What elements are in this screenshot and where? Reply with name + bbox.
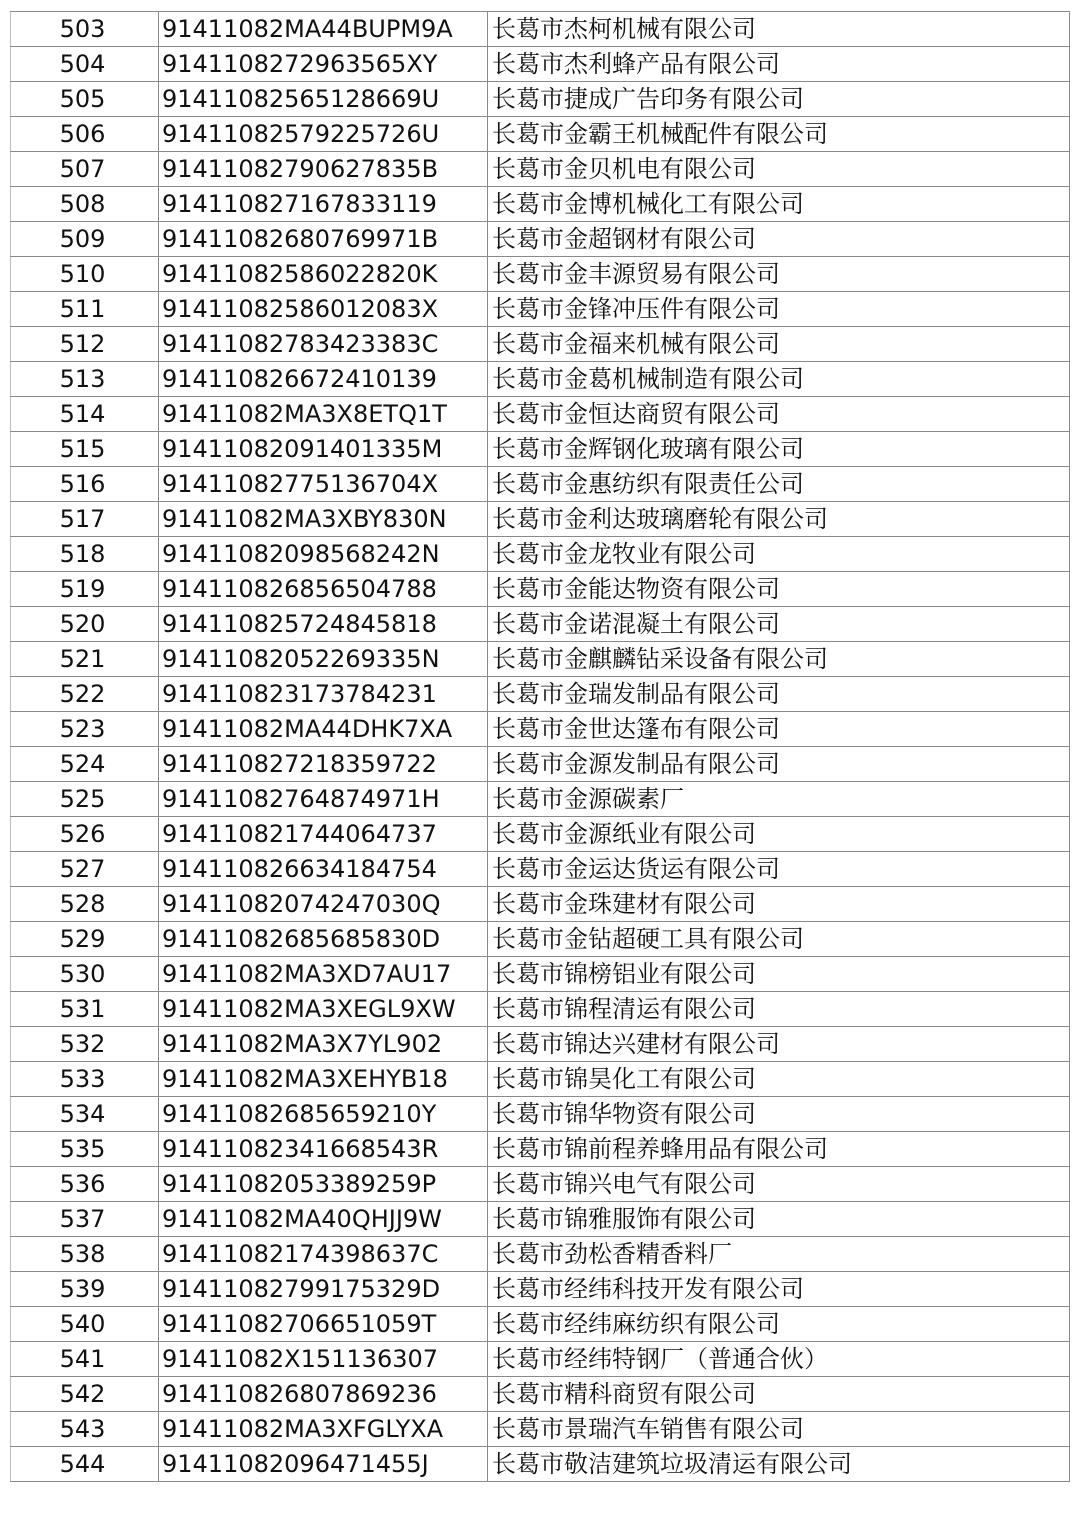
- credit-code-cell: 91411082341668543R: [159, 1132, 488, 1167]
- row-number-cell: 517: [11, 502, 159, 537]
- credit-code-cell: 91411082685659210Y: [159, 1097, 488, 1132]
- credit-code-cell: 914110825724845818: [159, 607, 488, 642]
- company-name-cell: 长葛市金福来机械有限公司: [488, 327, 1070, 362]
- credit-code-cell: 91411082096471455J: [159, 1447, 488, 1482]
- table-row: [11, 1202, 1070, 1237]
- credit-code-cell: 914110826672410139: [159, 362, 488, 397]
- row-number-cell: 530: [11, 957, 159, 992]
- company-name-cell: 长葛市金能达物资有限公司: [488, 572, 1070, 607]
- row-number-cell: 522: [11, 677, 159, 712]
- company-name-cell: 长葛市锦雅服饰有限公司: [488, 1202, 1070, 1237]
- credit-code-cell: 91411082098568242N: [159, 537, 488, 572]
- table-row: [11, 887, 1070, 922]
- company-name-cell: 长葛市精科商贸有限公司: [488, 1377, 1070, 1412]
- credit-code-cell: 91411082MA3XEHYB18: [159, 1062, 488, 1097]
- row-number-cell: 503: [11, 12, 159, 47]
- credit-code-cell: 91411082775136704X: [159, 467, 488, 502]
- row-number-cell: 511: [11, 292, 159, 327]
- table-row: [11, 782, 1070, 817]
- company-name-cell: 长葛市金利达玻璃磨轮有限公司: [488, 502, 1070, 537]
- credit-code-cell: 914110826807869236: [159, 1377, 488, 1412]
- table-row: [11, 47, 1070, 82]
- row-number-cell: 532: [11, 1027, 159, 1062]
- credit-code-cell: 91411082706651059T: [159, 1307, 488, 1342]
- company-name-cell: 长葛市金葛机械制造有限公司: [488, 362, 1070, 397]
- row-number-cell: 508: [11, 187, 159, 222]
- table-row: [11, 432, 1070, 467]
- credit-code-cell: 91411082764874971H: [159, 782, 488, 817]
- table-row: [11, 467, 1070, 502]
- company-name-cell: 长葛市锦兴电气有限公司: [488, 1167, 1070, 1202]
- table-row: [11, 817, 1070, 852]
- row-number-cell: 519: [11, 572, 159, 607]
- company-name-cell: 长葛市金锋冲压件有限公司: [488, 292, 1070, 327]
- table-row: [11, 222, 1070, 257]
- company-name-cell: 长葛市景瑞汽车销售有限公司: [488, 1412, 1070, 1447]
- table-row: [11, 1167, 1070, 1202]
- table-row: [11, 257, 1070, 292]
- company-name-cell: 长葛市经纬麻纺织有限公司: [488, 1307, 1070, 1342]
- company-name-cell: 长葛市金辉钢化玻璃有限公司: [488, 432, 1070, 467]
- company-name-cell: 长葛市金麒麟钻采设备有限公司: [488, 642, 1070, 677]
- company-name-cell: 长葛市金运达货运有限公司: [488, 852, 1070, 887]
- row-number-cell: 542: [11, 1377, 159, 1412]
- credit-code-cell: 91411082MA3XFGLYXA: [159, 1412, 488, 1447]
- company-name-cell: 长葛市金贝机电有限公司: [488, 152, 1070, 187]
- table-row: [11, 922, 1070, 957]
- row-number-cell: 539: [11, 1272, 159, 1307]
- credit-code-cell: 91411082579225726U: [159, 117, 488, 152]
- row-number-cell: 535: [11, 1132, 159, 1167]
- table-row: [11, 677, 1070, 712]
- company-name-cell: 长葛市捷成广告印务有限公司: [488, 82, 1070, 117]
- credit-code-cell: 91411082MA40QHJJ9W: [159, 1202, 488, 1237]
- table-row: [11, 327, 1070, 362]
- row-number-cell: 543: [11, 1412, 159, 1447]
- company-name-cell: 长葛市杰利蜂产品有限公司: [488, 47, 1070, 82]
- row-number-cell: 510: [11, 257, 159, 292]
- row-number-cell: 534: [11, 1097, 159, 1132]
- credit-code-cell: 91411082MA44DHK7XA: [159, 712, 488, 747]
- credit-code-cell: 91411082174398637C: [159, 1237, 488, 1272]
- credit-code-cell: 91411082790627835B: [159, 152, 488, 187]
- credit-code-cell: 91411082680769971B: [159, 222, 488, 257]
- company-name-cell: 长葛市锦程清运有限公司: [488, 992, 1070, 1027]
- credit-code-cell: 91411082586022820K: [159, 257, 488, 292]
- table-row: [11, 397, 1070, 432]
- company-name-cell: 长葛市金源发制品有限公司: [488, 747, 1070, 782]
- credit-code-cell: 91411082MA3XEGL9XW: [159, 992, 488, 1027]
- table-row: [11, 1027, 1070, 1062]
- table-row: [11, 992, 1070, 1027]
- company-name-cell: 长葛市金丰源贸易有限公司: [488, 257, 1070, 292]
- company-name-cell: 长葛市经纬科技开发有限公司: [488, 1272, 1070, 1307]
- table-row: [11, 152, 1070, 187]
- row-number-cell: 528: [11, 887, 159, 922]
- table-row: [11, 642, 1070, 677]
- table-row: [11, 852, 1070, 887]
- row-number-cell: 514: [11, 397, 159, 432]
- table-row: [11, 12, 1070, 47]
- row-number-cell: 525: [11, 782, 159, 817]
- company-name-cell: 长葛市锦昊化工有限公司: [488, 1062, 1070, 1097]
- credit-code-cell: 914110826856504788: [159, 572, 488, 607]
- company-name-cell: 长葛市锦达兴建材有限公司: [488, 1027, 1070, 1062]
- credit-code-cell: 91411082074247030Q: [159, 887, 488, 922]
- row-number-cell: 506: [11, 117, 159, 152]
- row-number-cell: 524: [11, 747, 159, 782]
- company-name-cell: 长葛市锦前程养蜂用品有限公司: [488, 1132, 1070, 1167]
- table-row: [11, 1447, 1070, 1482]
- row-number-cell: 526: [11, 817, 159, 852]
- company-name-cell: 长葛市锦华物资有限公司: [488, 1097, 1070, 1132]
- company-name-cell: 长葛市金龙牧业有限公司: [488, 537, 1070, 572]
- row-number-cell: 515: [11, 432, 159, 467]
- row-number-cell: 504: [11, 47, 159, 82]
- credit-code-cell: 91411082MA3X8ETQ1T: [159, 397, 488, 432]
- company-name-cell: 长葛市金恒达商贸有限公司: [488, 397, 1070, 432]
- row-number-cell: 533: [11, 1062, 159, 1097]
- row-number-cell: 509: [11, 222, 159, 257]
- credit-code-cell: 9141108272963565XY: [159, 47, 488, 82]
- company-name-cell: 长葛市金诺混凝土有限公司: [488, 607, 1070, 642]
- table-row: [11, 1377, 1070, 1412]
- company-name-cell: 长葛市经纬特钢厂（普通合伙）: [488, 1342, 1070, 1377]
- company-name-cell: 长葛市杰柯机械有限公司: [488, 12, 1070, 47]
- row-number-cell: 537: [11, 1202, 159, 1237]
- row-number-cell: 513: [11, 362, 159, 397]
- company-name-cell: 长葛市金钻超硬工具有限公司: [488, 922, 1070, 957]
- credit-code-cell: 914110827218359722: [159, 747, 488, 782]
- company-name-cell: 长葛市金源碳素厂: [488, 782, 1070, 817]
- row-number-cell: 520: [11, 607, 159, 642]
- credit-code-cell: 91411082685685830D: [159, 922, 488, 957]
- table-row: [11, 117, 1070, 152]
- company-name-cell: 长葛市锦榜铝业有限公司: [488, 957, 1070, 992]
- row-number-cell: 516: [11, 467, 159, 502]
- credit-code-cell: 914110823173784231: [159, 677, 488, 712]
- company-registry-table: [10, 11, 1070, 1482]
- table-row: [11, 1237, 1070, 1272]
- table-row: [11, 1307, 1070, 1342]
- row-number-cell: 512: [11, 327, 159, 362]
- credit-code-cell: 91411082MA3XBY830N: [159, 502, 488, 537]
- table-row: [11, 712, 1070, 747]
- credit-code-cell: 914110821744064737: [159, 817, 488, 852]
- credit-code-cell: 91411082783423383C: [159, 327, 488, 362]
- table-row: [11, 502, 1070, 537]
- row-number-cell: 529: [11, 922, 159, 957]
- row-number-cell: 541: [11, 1342, 159, 1377]
- credit-code-cell: 914110826634184754: [159, 852, 488, 887]
- credit-code-cell: 91411082MA44BUPM9A: [159, 12, 488, 47]
- row-number-cell: 518: [11, 537, 159, 572]
- row-number-cell: 531: [11, 992, 159, 1027]
- company-name-cell: 长葛市金珠建材有限公司: [488, 887, 1070, 922]
- table-row: [11, 292, 1070, 327]
- company-name-cell: 长葛市金超钢材有限公司: [488, 222, 1070, 257]
- table-row: [11, 1132, 1070, 1167]
- credit-code-cell: 91411082052269335N: [159, 642, 488, 677]
- company-name-cell: 长葛市金瑞发制品有限公司: [488, 677, 1070, 712]
- table-row: [11, 82, 1070, 117]
- row-number-cell: 544: [11, 1447, 159, 1482]
- row-number-cell: 521: [11, 642, 159, 677]
- company-name-cell: 长葛市敬洁建筑垃圾清运有限公司: [488, 1447, 1070, 1482]
- table-row: [11, 957, 1070, 992]
- table-body: [11, 12, 1070, 1482]
- table-row: [11, 607, 1070, 642]
- row-number-cell: 536: [11, 1167, 159, 1202]
- credit-code-cell: 91411082091401335M: [159, 432, 488, 467]
- company-name-cell: 长葛市金霸王机械配件有限公司: [488, 117, 1070, 152]
- company-name-cell: 长葛市金博机械化工有限公司: [488, 187, 1070, 222]
- company-name-cell: 长葛市金源纸业有限公司: [488, 817, 1070, 852]
- row-number-cell: 527: [11, 852, 159, 887]
- row-number-cell: 540: [11, 1307, 159, 1342]
- table-row: [11, 1412, 1070, 1447]
- table-row: [11, 747, 1070, 782]
- credit-code-cell: 91411082MA3XD7AU17: [159, 957, 488, 992]
- credit-code-cell: 91411082799175329D: [159, 1272, 488, 1307]
- credit-code-cell: 91411082586012083X: [159, 292, 488, 327]
- row-number-cell: 523: [11, 712, 159, 747]
- table-row: [11, 537, 1070, 572]
- row-number-cell: 507: [11, 152, 159, 187]
- company-name-cell: 长葛市劲松香精香料厂: [488, 1237, 1070, 1272]
- row-number-cell: 538: [11, 1237, 159, 1272]
- credit-code-cell: 91411082X151136307: [159, 1342, 488, 1377]
- row-number-cell: 505: [11, 82, 159, 117]
- table-row: [11, 572, 1070, 607]
- table-row: [11, 362, 1070, 397]
- table-row: [11, 187, 1070, 222]
- table-row: [11, 1062, 1070, 1097]
- table-row: [11, 1272, 1070, 1307]
- credit-code-cell: 91411082565128669U: [159, 82, 488, 117]
- credit-code-cell: 914110827167833119: [159, 187, 488, 222]
- credit-code-cell: 91411082MA3X7YL902: [159, 1027, 488, 1062]
- table-row: [11, 1097, 1070, 1132]
- company-name-cell: 长葛市金惠纺织有限责任公司: [488, 467, 1070, 502]
- credit-code-cell: 91411082053389259P: [159, 1167, 488, 1202]
- company-name-cell: 长葛市金世达篷布有限公司: [488, 712, 1070, 747]
- table-row: [11, 1342, 1070, 1377]
